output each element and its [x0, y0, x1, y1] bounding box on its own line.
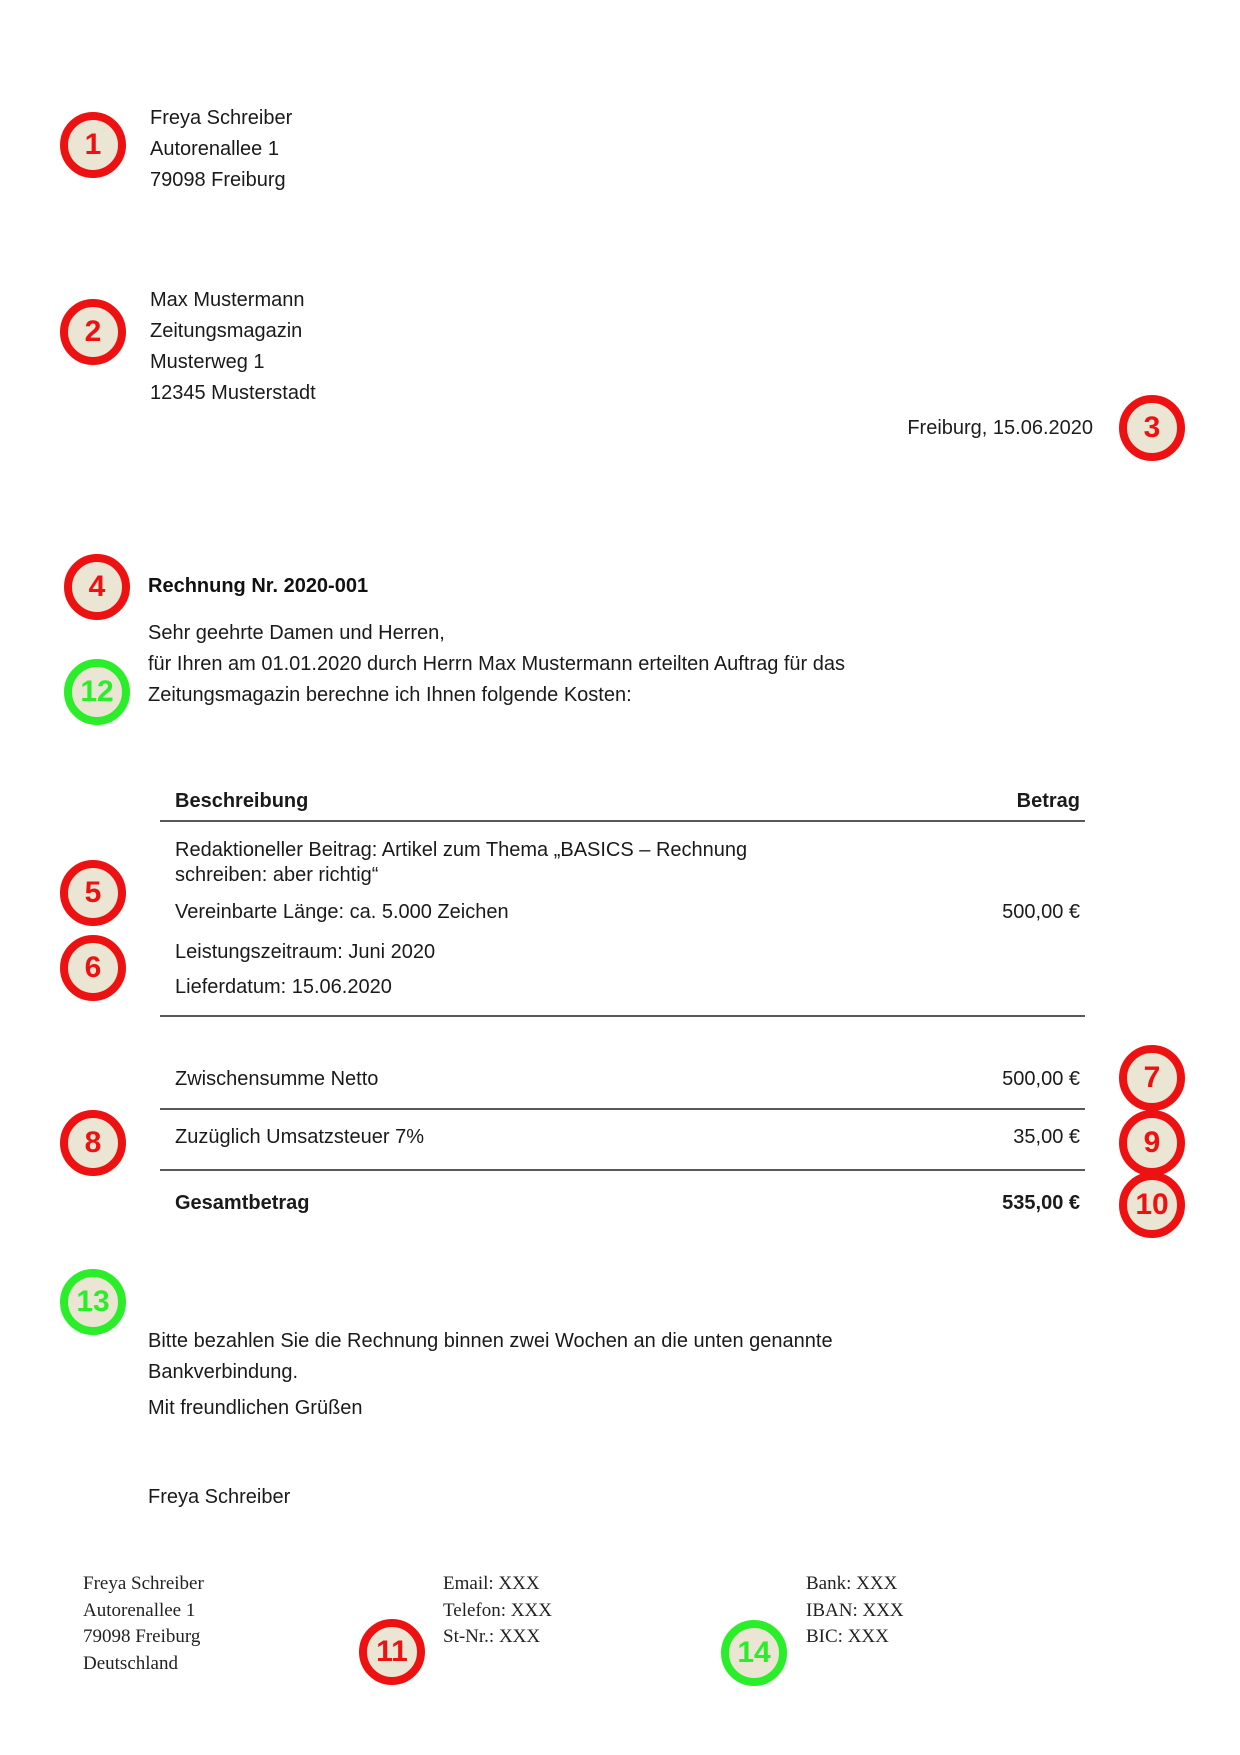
payment-notice: Bitte bezahlen Sie die Rechnung binnen zwei Wochen an die unten genannte Bankverbindung.	[148, 1330, 833, 1383]
tax-rule	[160, 1169, 1085, 1171]
total-row	[175, 1192, 1080, 1215]
tax-amount: 35,00 €	[1013, 1126, 1080, 1148]
table-header-description: Beschreibung	[175, 790, 309, 812]
annotation-marker-14: 14	[721, 1620, 787, 1686]
annotation-marker-5: 5	[60, 860, 126, 926]
footer-contact	[443, 1571, 552, 1651]
sender-street: Autorenallee 1	[150, 138, 279, 160]
annotation-marker-11: 11	[359, 1619, 425, 1685]
footer-contact-taxid: St-Nr.: XXX	[443, 1626, 541, 1647]
table-header-rule	[160, 820, 1085, 822]
recipient-name: Max Mustermann	[150, 289, 305, 311]
invoice-title: Rechnung Nr. 2020-001	[148, 575, 369, 597]
sender-name: Freya Schreiber	[150, 107, 293, 129]
annotation-marker-9: 9	[1119, 1110, 1185, 1176]
footer-bank	[806, 1571, 904, 1651]
item-detail-period: Leistungszeitraum: Juni 2020	[175, 941, 436, 963]
footer-contact-phone: Telefon: XXX	[443, 1599, 552, 1621]
footer-address	[83, 1571, 204, 1677]
total-label: Gesamtbetrag	[175, 1192, 310, 1214]
signature: Freya Schreiber	[148, 1486, 291, 1508]
table-header	[175, 790, 1080, 813]
salutation: Sehr geehrte Damen und Herren,	[148, 622, 445, 644]
item-title: Redaktioneller Beitrag: Artikel zum Thema „BASICS – Rechnung schreiben: aber richtig“	[175, 839, 748, 886]
subtotal-row	[175, 1068, 1080, 1091]
footer-bank-bic: BIC: XXX	[806, 1626, 889, 1647]
item-amount: 500,00 €	[1002, 901, 1080, 923]
sender-city: 79098 Freiburg	[150, 169, 286, 191]
recipient-city: 12345 Musterstadt	[150, 382, 316, 404]
annotation-marker-6: 6	[60, 935, 126, 1001]
intro-paragraph: für Ihren am 01.01.2020 durch Herrn Max Mustermann erteilten Auftrag für das Zeitungsmagazin berechne ich Ihnen folgende Kosten:	[148, 653, 846, 706]
annotation-marker-12: 12	[64, 659, 130, 725]
annotation-marker-7: 7	[1119, 1045, 1185, 1111]
recipient-company: Zeitungsmagazin	[150, 320, 303, 342]
annotation-marker-10: 10	[1119, 1172, 1185, 1238]
tax-label: Zuzüglich Umsatzsteuer 7%	[175, 1126, 424, 1148]
recipient-street: Musterweg 1	[150, 351, 265, 373]
footer-address-city: 79098 Freiburg	[83, 1626, 201, 1647]
regards: Mit freundlichen Grüßen	[148, 1397, 363, 1419]
date-line: Freiburg, 15.06.2020	[907, 417, 1093, 439]
tax-row	[175, 1126, 1080, 1149]
footer-address-country: Deutschland	[83, 1652, 178, 1674]
table-item-rule	[160, 1015, 1085, 1017]
annotation-marker-3: 3	[1119, 395, 1185, 461]
table-header-amount: Betrag	[1016, 790, 1080, 812]
annotation-marker-1: 1	[60, 112, 126, 178]
annotation-marker-13: 13	[60, 1269, 126, 1335]
footer-address-name: Freya Schreiber	[83, 1573, 204, 1594]
footer-bank-name: Bank: XXX	[806, 1573, 898, 1594]
footer-address-street: Autorenallee 1	[83, 1599, 196, 1621]
item-detail-delivery: Lieferdatum: 15.06.2020	[175, 976, 392, 998]
annotation-marker-4: 4	[64, 554, 130, 620]
subtotal-label: Zwischensumme Netto	[175, 1068, 379, 1090]
footer-bank-iban: IBAN: XXX	[806, 1599, 904, 1621]
item-detail-length: Vereinbarte Länge: ca. 5.000 Zeichen	[175, 901, 509, 923]
subtotal-amount: 500,00 €	[1002, 1068, 1080, 1090]
sender-address	[150, 103, 292, 196]
total-amount: 535,00 €	[1002, 1192, 1080, 1214]
footer-contact-email: Email: XXX	[443, 1573, 540, 1594]
annotation-marker-2: 2	[60, 299, 126, 365]
annotation-marker-8: 8	[60, 1110, 126, 1176]
subtotal-rule	[160, 1108, 1085, 1110]
recipient-address	[150, 285, 316, 409]
